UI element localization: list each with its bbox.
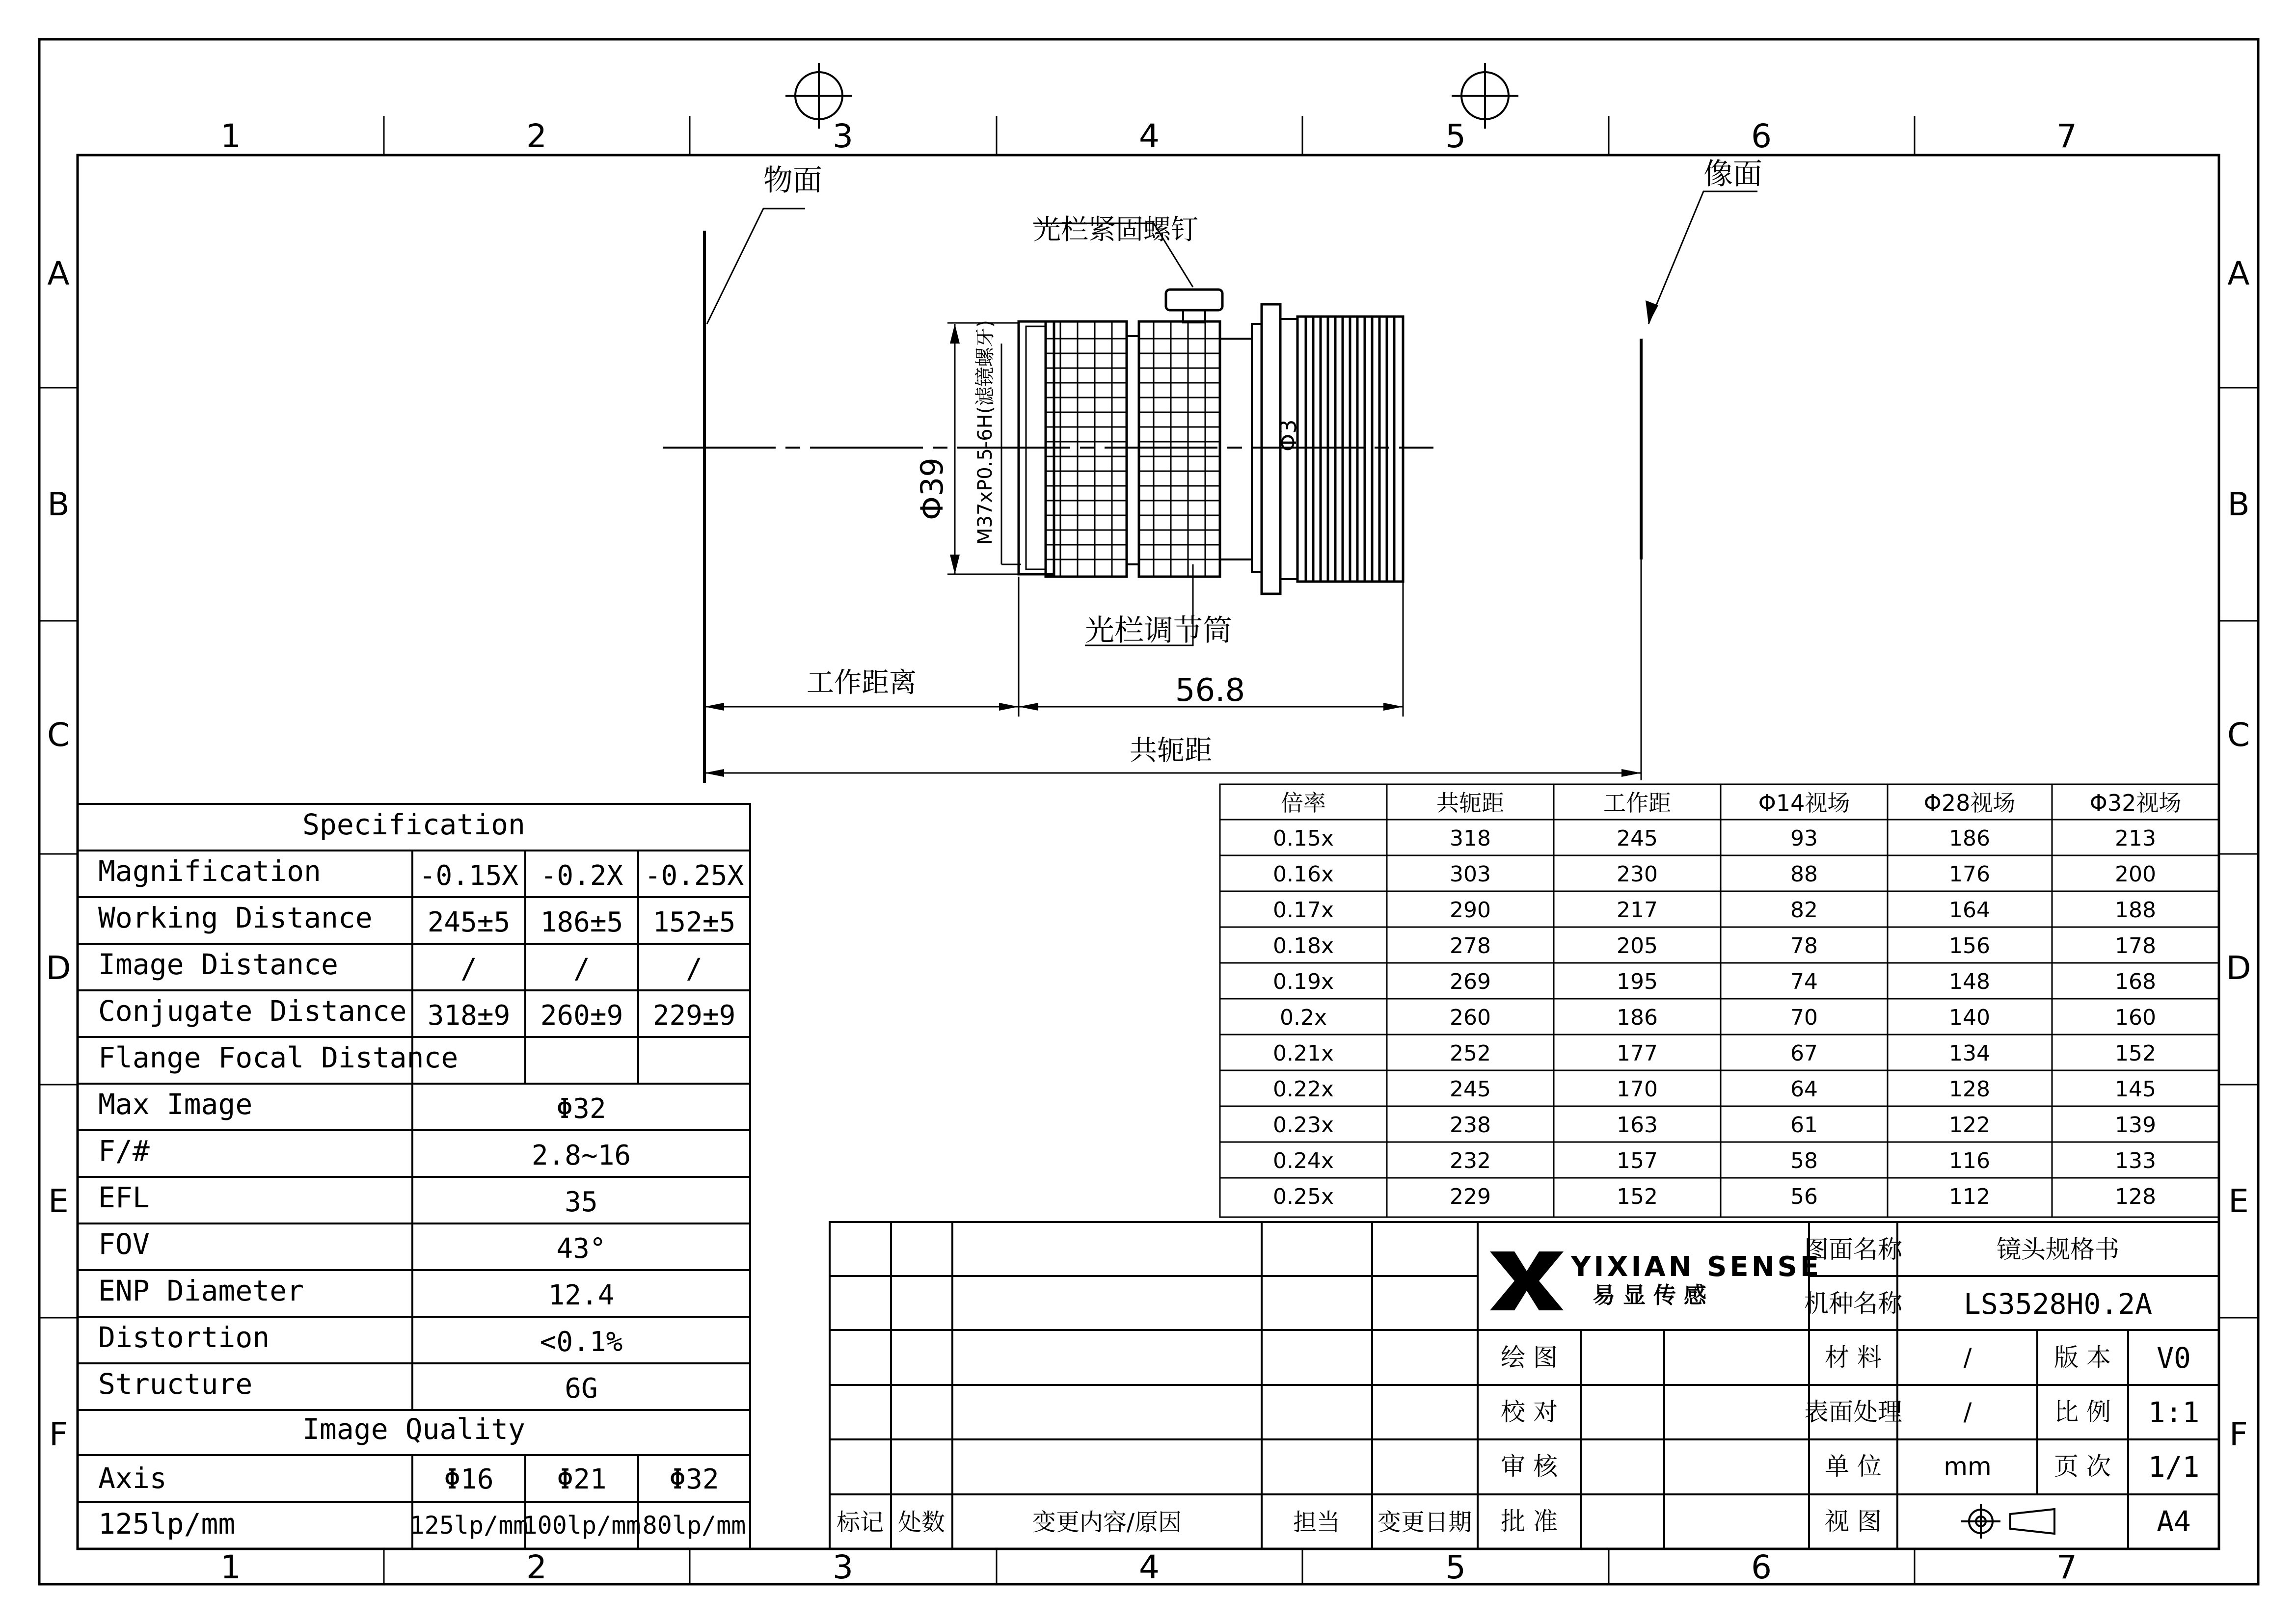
logo-x-icon [1490,1251,1564,1310]
spec-value: Φ32 [556,1093,606,1125]
mag-table-cell: 61 [1790,1113,1818,1138]
rev-header: 标记 [836,1509,884,1536]
mag-header: 工作距 [1603,790,1671,816]
spec-value: 6G [565,1373,598,1405]
spec-label: Conjugate Distance [98,994,407,1028]
mag-table-cell: 122 [1949,1113,1990,1138]
spec-label: Magnification [98,854,321,888]
spec-value: 152±5 [652,906,736,938]
mag-table-cell: 318 [1450,826,1491,851]
mag-table-cell: 260 [1450,1005,1491,1030]
row-label-left: F [49,1415,68,1453]
mag-table-cell: 93 [1790,826,1818,851]
mag-table-cell: 213 [2115,826,2156,851]
spec-value: Φ21 [557,1463,607,1495]
paper-size: A4 [2157,1505,2191,1538]
mag-table-cell: 116 [1949,1148,1990,1173]
rev-header: 处数 [897,1509,945,1536]
mag-table-cell: 176 [1949,862,1990,887]
row-label-right: D [2226,949,2251,987]
spec-label: Distortion [98,1321,270,1354]
mag-table-cell: 186 [1617,1005,1658,1030]
col-label-bottom: 6 [1751,1548,1772,1586]
spec-value: -0.15X [419,860,519,892]
row-label-right: A [2227,255,2250,292]
col-label-bottom: 5 [1445,1548,1466,1586]
mag-table-cell: 278 [1450,933,1491,958]
spec-value: Φ16 [444,1463,494,1495]
spec-label: Max Image [98,1088,253,1121]
mag-table-cell: 229 [1450,1184,1491,1209]
working-distance-label: 工作距离 [807,667,917,699]
lens-drawing [663,157,1762,783]
mag-rows [1273,826,2156,1209]
spec-value: 245±5 [427,906,511,938]
spec-value: -0.25X [644,860,744,892]
col-label-top: 3 [833,117,853,155]
col-label-bottom: 1 [220,1548,241,1586]
spec-value: 229±9 [652,1000,736,1032]
logo-text: YIXIAN SENSE [1571,1251,1822,1283]
mag-table-cell: 0.18x [1272,933,1334,958]
mag-table-cell: 157 [1617,1148,1658,1173]
spec-value: <0.1% [540,1326,623,1358]
mag-table-cell: 145 [2115,1077,2156,1102]
unit-value: mm [1944,1452,1992,1481]
mag-table-cell: 163 [1617,1113,1658,1138]
mag-table-cell: 0.2x [1279,1005,1327,1030]
mag-table-cell: 232 [1450,1148,1491,1173]
flange-dim-label: Φ3 [1275,419,1301,452]
approval-label: 批 准 [1501,1507,1558,1536]
mag-table-cell: 156 [1949,933,1990,958]
mag-table-cell: 70 [1790,1005,1818,1030]
material-value: / [1963,1343,1972,1372]
model-value: LS3528H0.2A [1963,1287,2153,1321]
row-label-left: E [48,1182,69,1220]
projection-symbol-icon [1961,1504,2054,1539]
spec-value: 318±9 [427,1000,511,1032]
spec-title: Specification [302,808,525,841]
mag-table-cell: 78 [1790,933,1818,958]
spec-value: 43° [556,1233,606,1265]
mag-table-cell: 152 [1617,1184,1658,1209]
mag-table-cell: 164 [1949,898,1990,923]
col-label-top: 5 [1445,117,1466,155]
spec-value: / [686,953,702,985]
mag-table-cell: 0.25x [1272,1184,1334,1209]
col-label-top: 4 [1139,117,1160,155]
mag-table-cell: 178 [2115,933,2156,958]
mag-table-cell: 0.22x [1272,1077,1334,1102]
scale-value: 1:1 [2148,1396,2200,1429]
row-label-left: A [47,255,70,292]
mag-header: Φ28视场 [1923,790,2016,816]
mag-table-cell: 303 [1450,862,1491,887]
spec-value: 125lp/mm [409,1511,528,1540]
spec-label: F/# [98,1134,150,1168]
spec-value: 2.8~16 [531,1140,631,1171]
spec-label: 125lp/mm [98,1507,236,1541]
image-quality-title: Image Quality [302,1412,525,1446]
thread-label: M37xP0.5-6H(滤镜螺牙) [974,320,997,545]
rev-header: 变更日期 [1377,1509,1472,1536]
approval-label: 绘 图 [1501,1343,1558,1372]
mag-table-cell: 134 [1949,1041,1990,1066]
spec-value: 12.4 [548,1279,615,1311]
row-label-left: C [47,716,70,754]
spec-label: Axis [98,1462,167,1495]
mag-table-cell: 0.17x [1272,898,1334,923]
row-label-right: F [2229,1415,2248,1453]
mag-table-cell: 0.15x [1272,826,1334,851]
spec-label: EFL [98,1181,150,1214]
spec-value: 186±5 [540,906,623,938]
model-label: 机种名称 [1804,1289,1902,1318]
row-label-left: B [47,485,70,523]
mag-table-cell: 152 [2115,1041,2156,1066]
col-label-bottom: 7 [2056,1548,2077,1586]
col-label-bottom: 4 [1139,1548,1160,1586]
spec-table [78,804,750,1549]
mag-table-cell: 0.16x [1272,862,1334,887]
spec-value: 35 [565,1186,598,1218]
drawing-name-label: 图面名称 [1804,1235,1902,1264]
mag-table-cell: 238 [1450,1113,1491,1138]
mag-table-cell: 290 [1450,898,1491,923]
spec-value: 100lp/mm [522,1511,641,1540]
spec-label: FOV [98,1227,150,1261]
mag-table-cell: 74 [1790,969,1818,994]
drawing-name: 镜头规格书 [1997,1235,2119,1264]
mag-header: Φ32视场 [2089,790,2182,816]
mag-header: 共轭距 [1436,790,1504,816]
rev-header: 变更内容/原因 [1032,1509,1182,1536]
surface-label: 表面处理 [1804,1398,1902,1426]
page-value: 1/1 [2148,1450,2200,1484]
mag-table-cell: 58 [1790,1148,1818,1173]
mag-table-cell: 140 [1949,1005,1990,1030]
mag-table-cell: 170 [1617,1077,1658,1102]
conjugate-label: 共轭距 [1130,735,1212,767]
mag-table-cell: 188 [2115,898,2156,923]
iris-screw-icon [1166,290,1222,310]
image-plane-label: 像面 [1703,157,1762,191]
mag-table-cell: 177 [1617,1041,1658,1066]
spec-label: Structure [98,1367,253,1401]
spec-value: 260±9 [540,1000,623,1032]
magnification-table [1220,784,2219,1217]
mag-table-cell: 0.23x [1272,1113,1334,1138]
col-label-top: 1 [220,117,241,155]
version-value: V0 [2157,1341,2191,1375]
unit-label: 单 位 [1825,1452,1882,1481]
mag-table-cell: 168 [2115,969,2156,994]
spec-label: ENP Diameter [98,1274,304,1307]
spec-label: Flange Focal Distance [98,1041,459,1074]
spec-label: Working Distance [98,901,373,934]
col-label-top: 2 [526,117,547,155]
mag-header: Φ14视场 [1758,790,1850,816]
row-label-right: E [2228,1182,2249,1220]
title-block [830,1222,2219,1549]
mag-table-cell: 186 [1949,826,1990,851]
spec-value: 80lp/mm [642,1511,746,1540]
mag-table-cell: 245 [1450,1077,1491,1102]
mag-table-cell: 88 [1790,862,1818,887]
company-logo [1490,1251,1822,1310]
mag-table-cell: 269 [1450,969,1491,994]
mag-table-cell: 56 [1790,1184,1818,1209]
mag-table-cell: 133 [2115,1148,2156,1173]
version-label: 版 本 [2054,1343,2111,1372]
rev-header: 担当 [1293,1509,1341,1536]
spec-value: -0.2X [540,860,623,892]
length-dimension: 56.8 [1175,672,1245,709]
iris-screw-label: 光栏紧固螺钉 [1033,214,1198,246]
mag-table-cell: 0.24x [1272,1148,1334,1173]
mag-table-cell: 0.21x [1272,1041,1334,1066]
spec-label: Image Distance [98,948,338,981]
spec-value: / [573,953,590,985]
spec-value: / [460,953,477,985]
col-label-bottom: 2 [526,1548,547,1586]
mag-table-cell: 245 [1617,826,1658,851]
spec-value: Φ32 [669,1463,719,1495]
approval-label: 校 对 [1501,1398,1558,1426]
mag-table-cell: 252 [1450,1041,1491,1066]
row-label-right: C [2227,716,2250,754]
logo-subtext: 易 显 传 感 [1592,1282,1707,1308]
view-label: 视 图 [1825,1507,1882,1536]
approval-label: 审 核 [1501,1452,1558,1481]
iris-ring-label: 光栏调节筒 [1085,613,1232,648]
diameter-label: Φ39 [914,457,950,520]
mag-table-cell: 148 [1949,969,1990,994]
object-plane-label: 物面 [763,163,822,198]
mag-table-cell: 200 [2115,862,2156,887]
mag-table-cell: 205 [1617,933,1658,958]
mag-table-cell: 139 [2115,1113,2156,1138]
row-label-right: B [2227,485,2250,523]
mag-table-cell: 195 [1617,969,1658,994]
mag-table-cell: 82 [1790,898,1818,923]
mag-table-cell: 0.19x [1272,969,1334,994]
mag-table-cell: 160 [2115,1005,2156,1030]
mag-table-cell: 112 [1949,1184,1990,1209]
mag-table-cell: 128 [2115,1184,2156,1209]
col-label-top: 7 [2056,117,2077,155]
material-label: 材 料 [1825,1343,1882,1372]
mag-table-cell: 230 [1617,862,1658,887]
mag-header: 倍率 [1281,790,1326,816]
col-label-bottom: 3 [833,1548,853,1586]
page-label: 页 次 [2054,1452,2111,1481]
mag-table-cell: 128 [1949,1077,1990,1102]
mag-table-cell: 67 [1790,1041,1818,1066]
col-label-top: 6 [1751,117,1772,155]
scale-label: 比 例 [2054,1398,2111,1426]
mag-table-cell: 217 [1617,898,1658,923]
surface-value: / [1963,1398,1972,1426]
mag-table-cell: 64 [1790,1077,1818,1102]
row-label-left: D [46,949,71,987]
